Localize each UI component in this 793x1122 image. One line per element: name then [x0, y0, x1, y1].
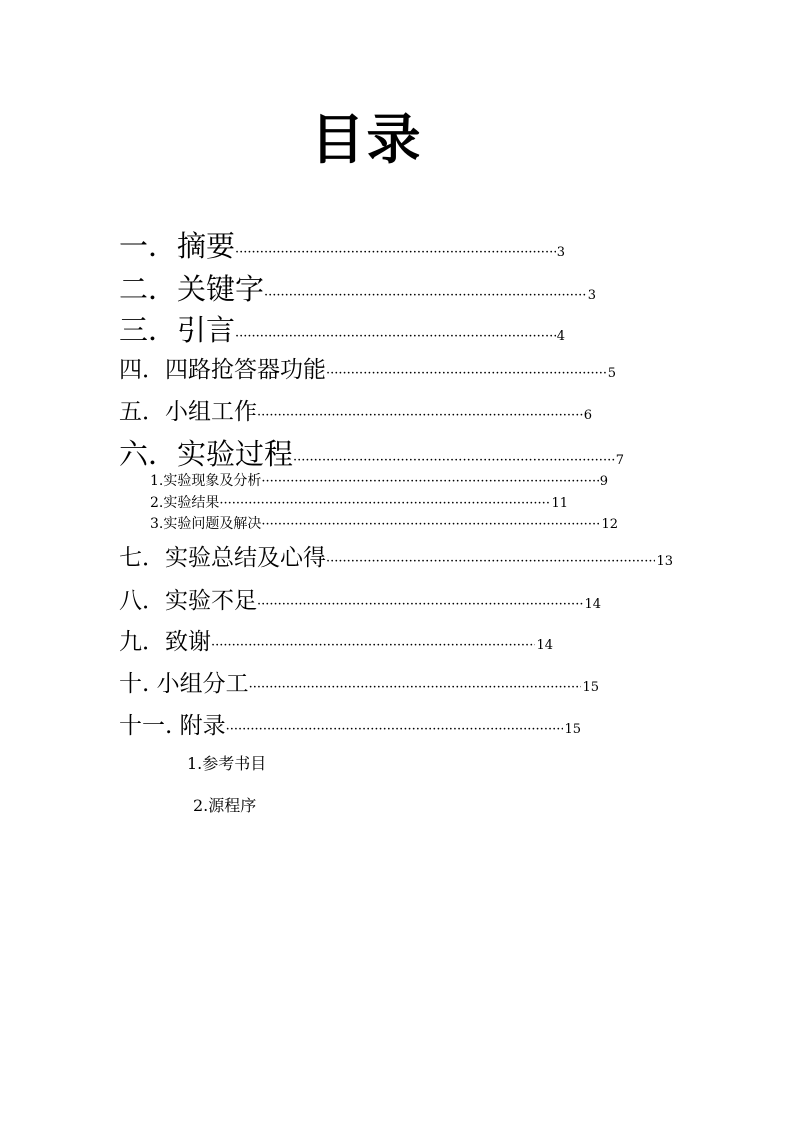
toc-entry-division-of-labor[interactable] — [119, 665, 599, 698]
toc-leader-dots — [293, 454, 615, 467]
toc-entry-label: 十一. 附录 — [119, 713, 226, 739]
toc-page-number: 13 — [656, 554, 673, 569]
toc-entry-appendix[interactable] — [119, 707, 581, 740]
toc-subentry-problems[interactable] — [150, 513, 618, 533]
toc-leader-dots — [226, 723, 564, 736]
toc-entry-experiment-process[interactable] — [119, 432, 624, 473]
toc-entry-abstract[interactable] — [119, 224, 565, 265]
toc-leader-dots — [257, 598, 583, 611]
toc-leader-dots — [326, 555, 655, 568]
toc-leader-dots — [261, 475, 598, 488]
toc-leader-dots — [264, 289, 587, 302]
toc-page-number: 3 — [587, 288, 596, 303]
toc-page-number: 15 — [564, 722, 581, 737]
toc-page-number: 14 — [584, 597, 601, 612]
toc-page-number: 6 — [583, 408, 592, 423]
toc-entry-label: 3.实验问题及解决 — [150, 516, 262, 532]
toc-entry-summary[interactable] — [119, 539, 673, 572]
toc-entry-label: 三．引言 — [119, 313, 236, 347]
toc-entry-label: 1.实验现象及分析 — [150, 473, 262, 489]
toc-page-number: 14 — [536, 638, 553, 653]
toc-subentry-phenomena[interactable] — [150, 470, 608, 490]
toc-subentry-results[interactable] — [150, 492, 568, 512]
toc-entry-label: 一．摘要 — [119, 229, 236, 263]
toc-entry-acknowledgements[interactable] — [119, 623, 553, 656]
toc-page-number: 3 — [556, 245, 565, 260]
toc-page-number: 7 — [615, 453, 624, 468]
toc-entry-group-work[interactable] — [119, 393, 592, 426]
toc-entry-responder-function[interactable] — [119, 351, 616, 384]
toc-page-number: 15 — [582, 680, 599, 695]
toc-entry-label: 六．实验过程 — [119, 437, 294, 471]
toc-page-number: 9 — [599, 474, 608, 489]
toc-entry-shortcomings[interactable] — [119, 582, 601, 615]
toc-leader-dots — [257, 409, 583, 422]
toc-entry-introduction[interactable] — [119, 308, 565, 349]
appendix-item-bibliography[interactable]: 1.参考书目 — [187, 754, 267, 773]
toc-page-number: 4 — [556, 329, 565, 344]
toc-page-number: 5 — [607, 366, 616, 381]
toc-leader-dots — [219, 497, 550, 510]
toc-page-number: 12 — [601, 517, 618, 532]
toc-leader-dots — [211, 639, 535, 652]
toc-entry-label: 七．实验总结及心得 — [119, 545, 326, 571]
toc-leader-dots — [235, 330, 556, 343]
toc-entry-label: 十. 小组分工 — [119, 671, 249, 697]
toc-leader-dots — [249, 681, 582, 694]
toc-entry-label: 四．四路抢答器功能 — [119, 357, 326, 383]
toc-page-number: 11 — [551, 496, 568, 511]
toc-leader-dots — [326, 367, 607, 380]
page-title: 目录 — [310, 108, 423, 171]
toc-entry-label: 五．小组工作 — [119, 399, 257, 425]
toc-entry-label: 九．致谢 — [119, 629, 211, 655]
toc-entry-keywords[interactable] — [119, 267, 596, 308]
toc-entry-label: 二．关键字 — [119, 272, 265, 306]
toc-leader-dots — [261, 518, 600, 531]
toc-leader-dots — [235, 246, 556, 259]
appendix-item-source-code[interactable]: 2.源程序 — [193, 796, 257, 815]
toc-entry-label: 八．实验不足 — [119, 588, 257, 614]
toc-entry-label: 2.实验结果 — [150, 495, 220, 511]
